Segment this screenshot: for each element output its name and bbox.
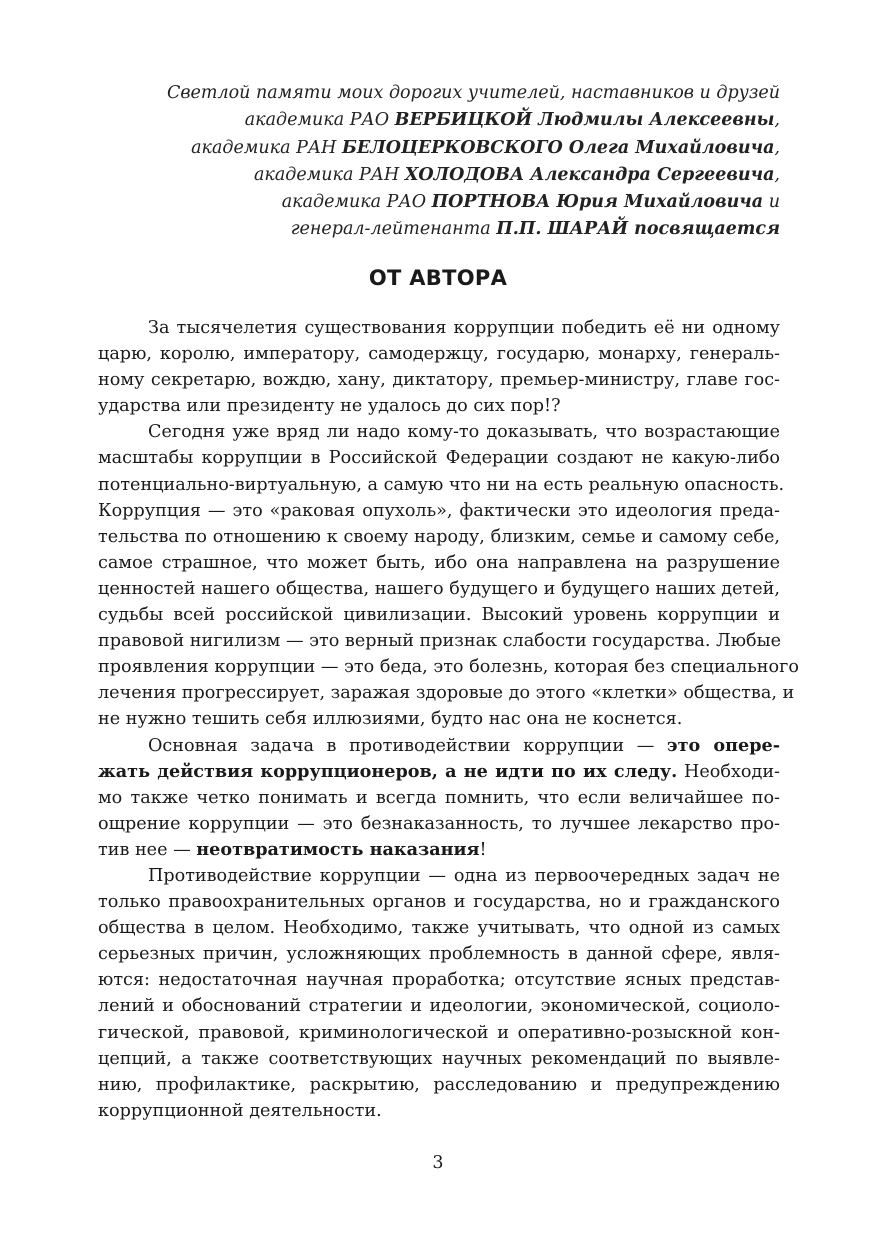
text-line: лечения прогрессирует, заражая здоровые до этого «клетки» общества, и [98, 683, 795, 704]
text-line: ощрение коррупции — это безнаказанность, то лучшее лекарство про- [98, 813, 780, 834]
text-line: нию, профилактике, раскрытию, расследованию и предупреждению [98, 1074, 780, 1095]
text-line: лений и обоснований стратегии и идеологии, экономической, социоло- [98, 996, 780, 1017]
dedication-line: академика РАН БЕЛОЦЕРКОВСКОГО Олега Михайловича, [191, 137, 780, 158]
text-line: ному секретарю, вождю, хану, диктатору, премьер-министру, главе гос- [98, 370, 780, 391]
text-line: ударства или президенту не удалось до сих пор!? [98, 396, 561, 417]
text-line: общества в целом. Необходимо, также учитывать, что одной из самых [98, 918, 780, 939]
text-line: гической, правовой, криминологической и оперативно-розыскной кон- [98, 1022, 780, 1043]
text-line: серьезных причин, усложняющих проблемность в данной сфере, явля- [98, 944, 780, 965]
text-line: ценностей нашего общества, нашего будущего и будущего наших детей, [98, 578, 780, 599]
text-line: правовой нигилизм — это верный признак слабости государства. Любые [98, 631, 782, 652]
text-line: тельства по отношению к своему народу, близким, семье и самому себе, [98, 526, 780, 547]
text-line: коррупционной деятельности. [98, 1100, 382, 1121]
text-line: проявления коррупции — это беда, это болезнь, которая без специального [98, 657, 799, 678]
text-line: масштабы коррупции в Российской Федерации создают не какую-либо [98, 448, 780, 469]
text-line: только правоохранительных органов и государства, но и гражданского [98, 892, 780, 913]
text-line: царю, королю, императору, самодержцу, государю, монарху, генераль- [98, 344, 780, 365]
text-line: потенциально-виртуальную, а самую что ни на есть реальную опасность. [98, 474, 785, 495]
dedication-line: академика РАО ПОРТНОВА Юрия Михайловича и [281, 192, 780, 213]
page-number: 3 [432, 1153, 444, 1173]
dedication [80, 80, 780, 244]
text-line: Противодействие коррупции — одна из первоочередных задач не [148, 865, 780, 886]
text-line: цепций, а также соответствующих научных рекомендаций по выявле- [98, 1048, 780, 1069]
section-heading: ОТ АВТОРА [368, 266, 508, 290]
dedication-line: генерал-лейтенанта П.П. ШАРАЙ посвящается [290, 219, 780, 240]
text-line: Коррупция — это «раковая опухоль», фактически это идеология преда- [98, 500, 780, 521]
paragraph-1 [98, 315, 780, 419]
dedication-line: академика РАН ХОЛОДОВА Александра Сергеевича, [253, 164, 780, 185]
body-text [98, 315, 799, 1124]
paragraph-3 [98, 733, 780, 863]
text-line: жать действия коррупционеров, а не идти по их следу. Необходи- [98, 760, 781, 782]
text-line: Сегодня уже вряд ли надо кому-то доказывать, что возрастающие [148, 422, 780, 443]
paragraph-4 [98, 863, 780, 1124]
text-line: Основная задача в противодействии коррупции — это опере- [148, 734, 780, 756]
paragraph-2 [98, 419, 799, 732]
text-line: не нужно тешить себя иллюзиями, будто нас она не коснется. [98, 709, 683, 730]
text-line: ются: недостаточная научная проработка; отсутствие ясных представ- [98, 970, 780, 991]
text-line: мо также четко понимать и всегда помнить, что если величайшее по- [98, 787, 780, 808]
dedication-line: Светлой памяти моих дорогих учителей, наставников и друзей [166, 83, 780, 103]
text-line: тив нее — неотвратимость наказания! [98, 838, 487, 860]
text-line: самое страшное, что может быть, ибо она направлена на разрушение [98, 552, 780, 573]
text-line: За тысячелетия существования коррупции победить её ни одному [148, 318, 780, 338]
dedication-line: академика РАО ВЕРБИЦКОЙ Людмилы Алексеевны, [244, 110, 780, 131]
text-line: судьбы всей российской цивилизации. Высокий уровень коррупции и [98, 605, 780, 626]
